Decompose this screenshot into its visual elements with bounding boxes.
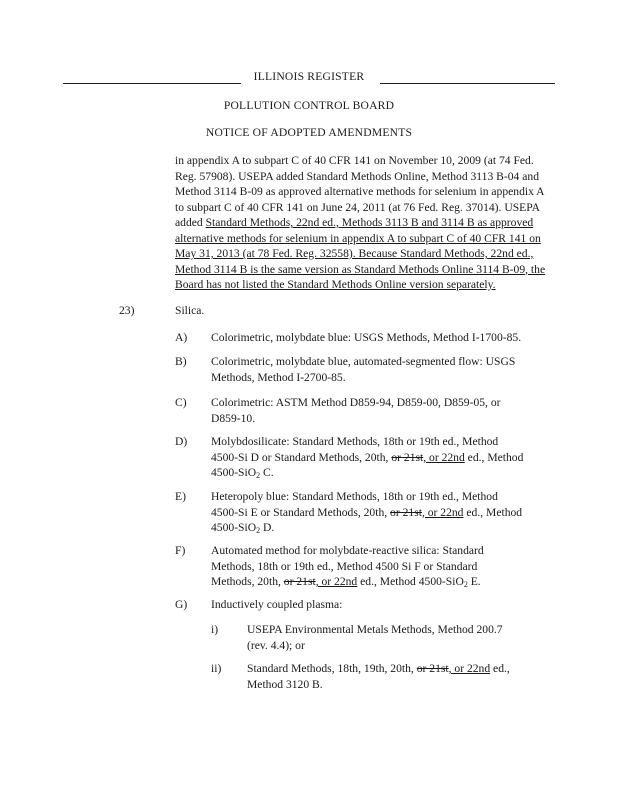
item-23-number: 23) [119, 304, 135, 317]
subitem-f-text [211, 543, 484, 590]
subsubitem-i-line2: (rev. 4.4); or [247, 638, 305, 652]
notice-title: NOTICE OF ADOPTED AMENDMENTS [205, 126, 413, 139]
subitem-d-label: D) [175, 435, 188, 448]
header-rule-left [63, 83, 241, 84]
subitem-a-label: A) [175, 331, 188, 344]
subsubitem-i-label: i) [211, 623, 219, 636]
subitem-e-line2: 4500-Si E or Standard Methods, 20th, or 21st, or 22nd ed., Method [211, 505, 523, 519]
subitem-b-line2: Methods, Method I-2700-85. [211, 370, 346, 384]
subsubitem-ii-text [247, 661, 510, 692]
deleted-text: or 21st [391, 450, 424, 464]
subitem-d-line1: Molybdosilicate: Standard Methods, 18th or 19th ed., Method [211, 435, 499, 448]
inserted-text: , or 22nd [421, 505, 464, 519]
inserted-text: , or 22nd [423, 450, 465, 464]
item-23-title: Silica. [175, 304, 205, 317]
deleted-text: or 21st [416, 662, 449, 675]
subitem-e-label: E) [175, 490, 186, 503]
inserted-text: , or 22nd [448, 662, 491, 675]
subitem-c-label: C) [175, 396, 187, 409]
subitem-e-line3: 4500-SiO$_2$ D. [211, 521, 275, 535]
subitem-f-line2: Methods, 18th or 19th ed., Method 4500 Si F or Standard [211, 559, 478, 573]
subitem-b-label: B) [175, 355, 187, 368]
subitem-g-label: G) [175, 598, 188, 611]
intro-text: in appendix A to subpart C of 40 CFR 141 on November 10, 2009 (at 74 Fed. Reg. 57908). USEPA added Standard Methods Online, Method 3113 B-04 and Method 3114 B-09 as approved alternative methods for selenium in appendix A to subpart C of 40 CFR 141 on June 24, 2011 (at 76 Fed. Reg. 37014). USEPA added [175, 154, 544, 229]
board-title: POLLUTION CONTROL BOARD [223, 99, 395, 112]
inserted-text: , or 22nd [315, 575, 358, 588]
subitem-f-line1: Automated method for molybdate-reactive silica: Standard [211, 544, 484, 557]
subsubitem-ii-line2: Method 3120 B. [247, 677, 323, 691]
subitem-f-line3: Methods, 20th, or 21st, or 22nd ed., Method 4500-SiO$_2$ E. [211, 575, 481, 589]
subitem-d-line3: 4500-SiO$_2$ C. [211, 466, 274, 480]
subitem-e-line1: Heteropoly blue: Standard Methods, 18th or 19th ed., Method [211, 490, 498, 503]
subitem-f-label: F) [175, 544, 186, 557]
subitem-d-text [211, 434, 523, 481]
subitem-e-text [211, 489, 522, 536]
subitem-c-line2: D859-10. [211, 411, 256, 425]
subsubitem-i-line1: USEPA Environmental Metals Methods, Method 200.7 [247, 623, 503, 636]
subsubitem-ii-line1: Standard Methods, 18th, 19th, 20th, or 21st, or 22nd ed., [247, 662, 510, 675]
intro-paragraph [175, 153, 550, 293]
subitem-g-text: Inductively coupled plasma: [211, 598, 343, 611]
subitem-d-line2: 4500-Si D or Standard Methods, 20th, or 21st, or 22nd ed., Method [211, 450, 524, 464]
subsubitem-i-text [247, 622, 503, 653]
subitem-a-text: Colorimetric, molybdate blue: USGS Methods, Method I-1700-85. [211, 331, 522, 344]
subsubitem-ii-label: ii) [211, 662, 222, 675]
subitem-c-text [211, 395, 501, 426]
subitem-c-line1: Colorimetric: ASTM Method D859-94, D859-00, D859-05, or [211, 396, 501, 409]
intro-inserted-text: Standard Methods, 22nd ed., Methods 3113 B and 3114 B as approved alternative methods for selenium in appendix A to subpart C of 40 CFR 141 on May 31, 2013 (at 78 Fed. Reg. 32558). Because Standard Methods, 22nd ed., Method 3114 B is the same version as Standard Methods Online 3114 B-09, the Board has not listed the Standard Methods Online version separately. [175, 216, 546, 291]
deleted-text: or 21st [283, 575, 316, 588]
subitem-b-text [211, 354, 515, 385]
register-title: ILLINOIS REGISTER [253, 70, 365, 83]
header-rule-right [380, 83, 555, 84]
subitem-b-line1: Colorimetric, molybdate blue, automated-segmented flow: USGS [211, 355, 516, 368]
deleted-text: or 21st [390, 505, 422, 519]
